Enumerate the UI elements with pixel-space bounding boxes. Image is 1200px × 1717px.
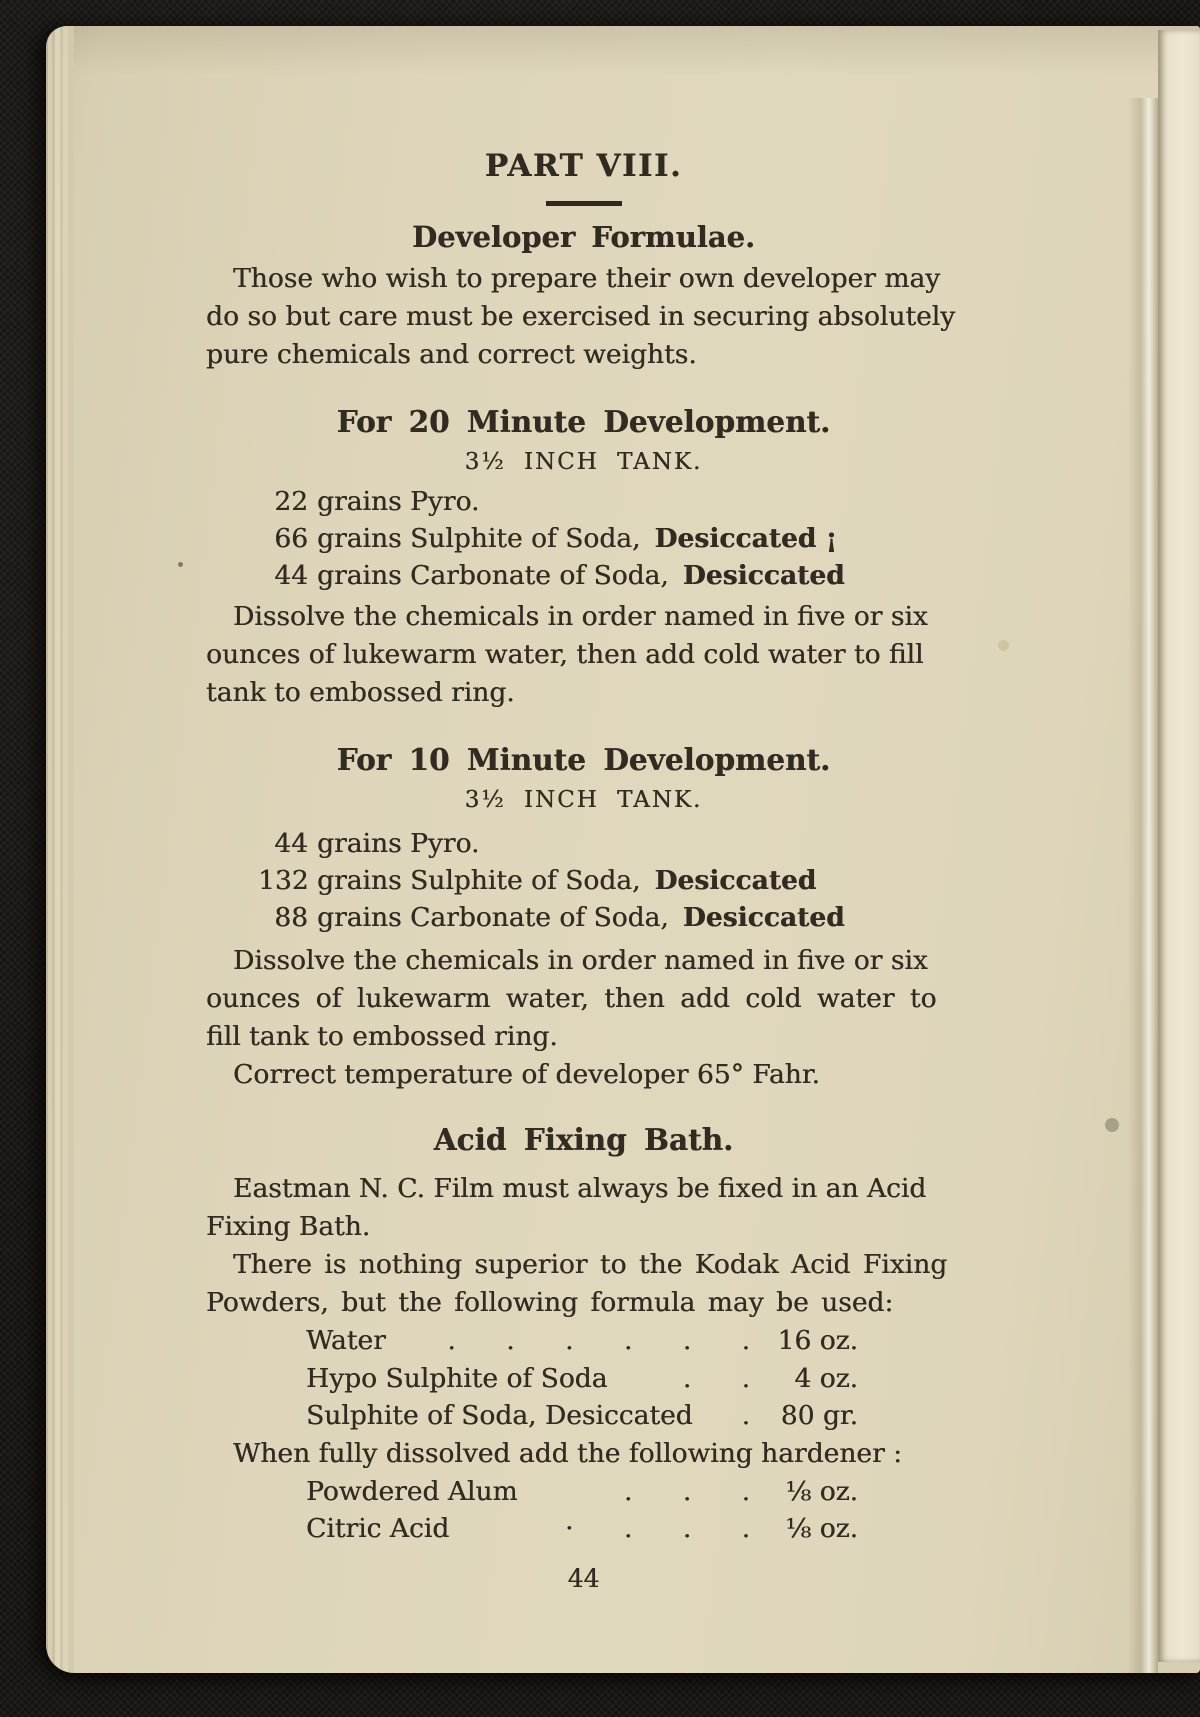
paragraph-line: Dissolve the chemicals in order named in five or six (233, 601, 928, 632)
ingredient-name: grains Pyro. (317, 828, 480, 859)
title-rule (546, 201, 622, 206)
ingredient-quantity: 44 (274, 560, 308, 591)
section-title-developer-formulae: Developer Formulae. (411, 220, 756, 254)
formula-ingredient: Sulphite of Soda, Desiccated (306, 1400, 693, 1431)
intro-paragraph (206, 260, 961, 374)
heading-20-minute-development: For 20 Minute Development. (336, 404, 831, 439)
paragraph-line: Dissolve the chemicals in order named in five or six (233, 945, 928, 976)
ingredient-quantity: 44 (274, 828, 308, 859)
paragraph-line: There is nothing superior to the Kodak Acid Fixing (233, 1249, 948, 1280)
heading-10-minute-development: For 10 Minute Development. (336, 742, 831, 777)
paragraph-line: ounces of lukewarm water, then add cold water to (206, 983, 937, 1014)
subheading-tank-size: 3½ INCH TANK. (464, 787, 703, 813)
temperature-note (206, 1056, 961, 1094)
formula-row (306, 1322, 858, 1360)
heading-acid-fixing-bath: Acid Fixing Bath. (433, 1122, 734, 1157)
formula-amount: 80 gr. (780, 1400, 858, 1431)
book-page (46, 26, 1200, 1673)
ingredient-row (258, 862, 961, 899)
ingredient-note: Desiccated ¡ (654, 523, 838, 554)
paragraph-line: Fixing Bath. (206, 1211, 371, 1242)
stain-speck (1105, 1118, 1119, 1132)
next-page-edge (1158, 30, 1200, 1662)
part-title: PART VIII. (484, 148, 683, 184)
paragraph-line: When fully dissolved add the following hardener : (233, 1437, 903, 1469)
formula-ingredient: Citric Acid (306, 1513, 450, 1544)
paragraph-line: Eastman N. C. Film must always be fixed in an Acid (233, 1173, 927, 1204)
formula-ingredient: Hypo Sulphite of Soda (306, 1362, 608, 1394)
stain-speck (178, 562, 183, 567)
eastman-paragraph (206, 1170, 961, 1246)
dissolve-paragraph-10min (206, 942, 961, 1056)
hardener-intro (206, 1435, 961, 1473)
ingredient-row (258, 483, 961, 520)
paragraph-line: Correct temperature of developer 65° Fahr. (233, 1059, 820, 1090)
formula-row (306, 1397, 858, 1435)
dissolve-paragraph-20min (206, 598, 961, 712)
ingredient-list-20min (206, 483, 961, 594)
formula-row (306, 1510, 858, 1548)
ingredient-row (258, 899, 961, 936)
formula-amount: ⅛ oz. (785, 1513, 858, 1544)
ingredient-name: grains Sulphite of Soda, (317, 865, 641, 896)
page-gutter-crease (1128, 98, 1158, 1673)
paragraph-line: Powders, but the following formula may be used: (206, 1287, 894, 1318)
hardener-formula-table (306, 1473, 858, 1548)
formula-ingredient: Powdered Alum (306, 1475, 518, 1507)
paragraph-line: tank to embossed ring. (206, 677, 515, 708)
ingredient-note: Desiccated (682, 902, 845, 933)
ingredient-note: Desiccated (654, 865, 817, 896)
page-number: 44 (567, 1563, 600, 1593)
ingredient-note: Desiccated (682, 560, 845, 591)
formula-ingredient: Water (306, 1325, 386, 1356)
dot-leader: . . (682, 1362, 750, 1394)
fixing-bath-formula-table (306, 1322, 858, 1435)
ingredient-name: grains Carbonate of Soda, (317, 902, 669, 933)
ingredient-quantity: 88 (274, 902, 308, 933)
paragraph-line: do so but care must be exercised in securing absolutely (206, 301, 956, 332)
ingredient-quantity: 132 (258, 865, 309, 896)
dot-leader: . . . (623, 1475, 750, 1507)
ingredient-name: grains Pyro. (317, 486, 480, 517)
ingredient-name: grains Sulphite of Soda, (317, 523, 641, 554)
formula-amount: 4 oz. (794, 1362, 858, 1394)
ingredient-row (258, 520, 961, 557)
ingredient-list-10min (206, 825, 961, 936)
stain-speck (998, 640, 1009, 651)
kodak-powders-paragraph (206, 1246, 961, 1322)
ingredient-row (258, 557, 961, 594)
paragraph-line: ounces of lukewarm water, then add cold water to fill (206, 639, 924, 670)
dot-leader: . . . . . . (447, 1325, 750, 1356)
formula-amount: ⅛ oz. (785, 1475, 858, 1507)
formula-amount: 16 oz. (777, 1325, 858, 1356)
paragraph-line: fill tank to embossed ring. (206, 1021, 558, 1052)
subheading-tank-size: 3½ INCH TANK. (464, 449, 703, 475)
ingredient-quantity: 22 (274, 486, 308, 517)
ingredient-row (258, 825, 961, 862)
formula-row (306, 1473, 858, 1511)
paragraph-line: pure chemicals and correct weights. (206, 339, 697, 370)
paragraph-line: Those who wish to prepare their own developer may (233, 263, 941, 294)
ingredient-name: grains Carbonate of Soda, (317, 560, 669, 591)
dot-leader: · . . . (565, 1513, 750, 1544)
page-content (206, 26, 961, 1594)
formula-row (306, 1360, 858, 1398)
ingredient-quantity: 66 (274, 523, 308, 554)
dot-leader: . (741, 1400, 750, 1431)
